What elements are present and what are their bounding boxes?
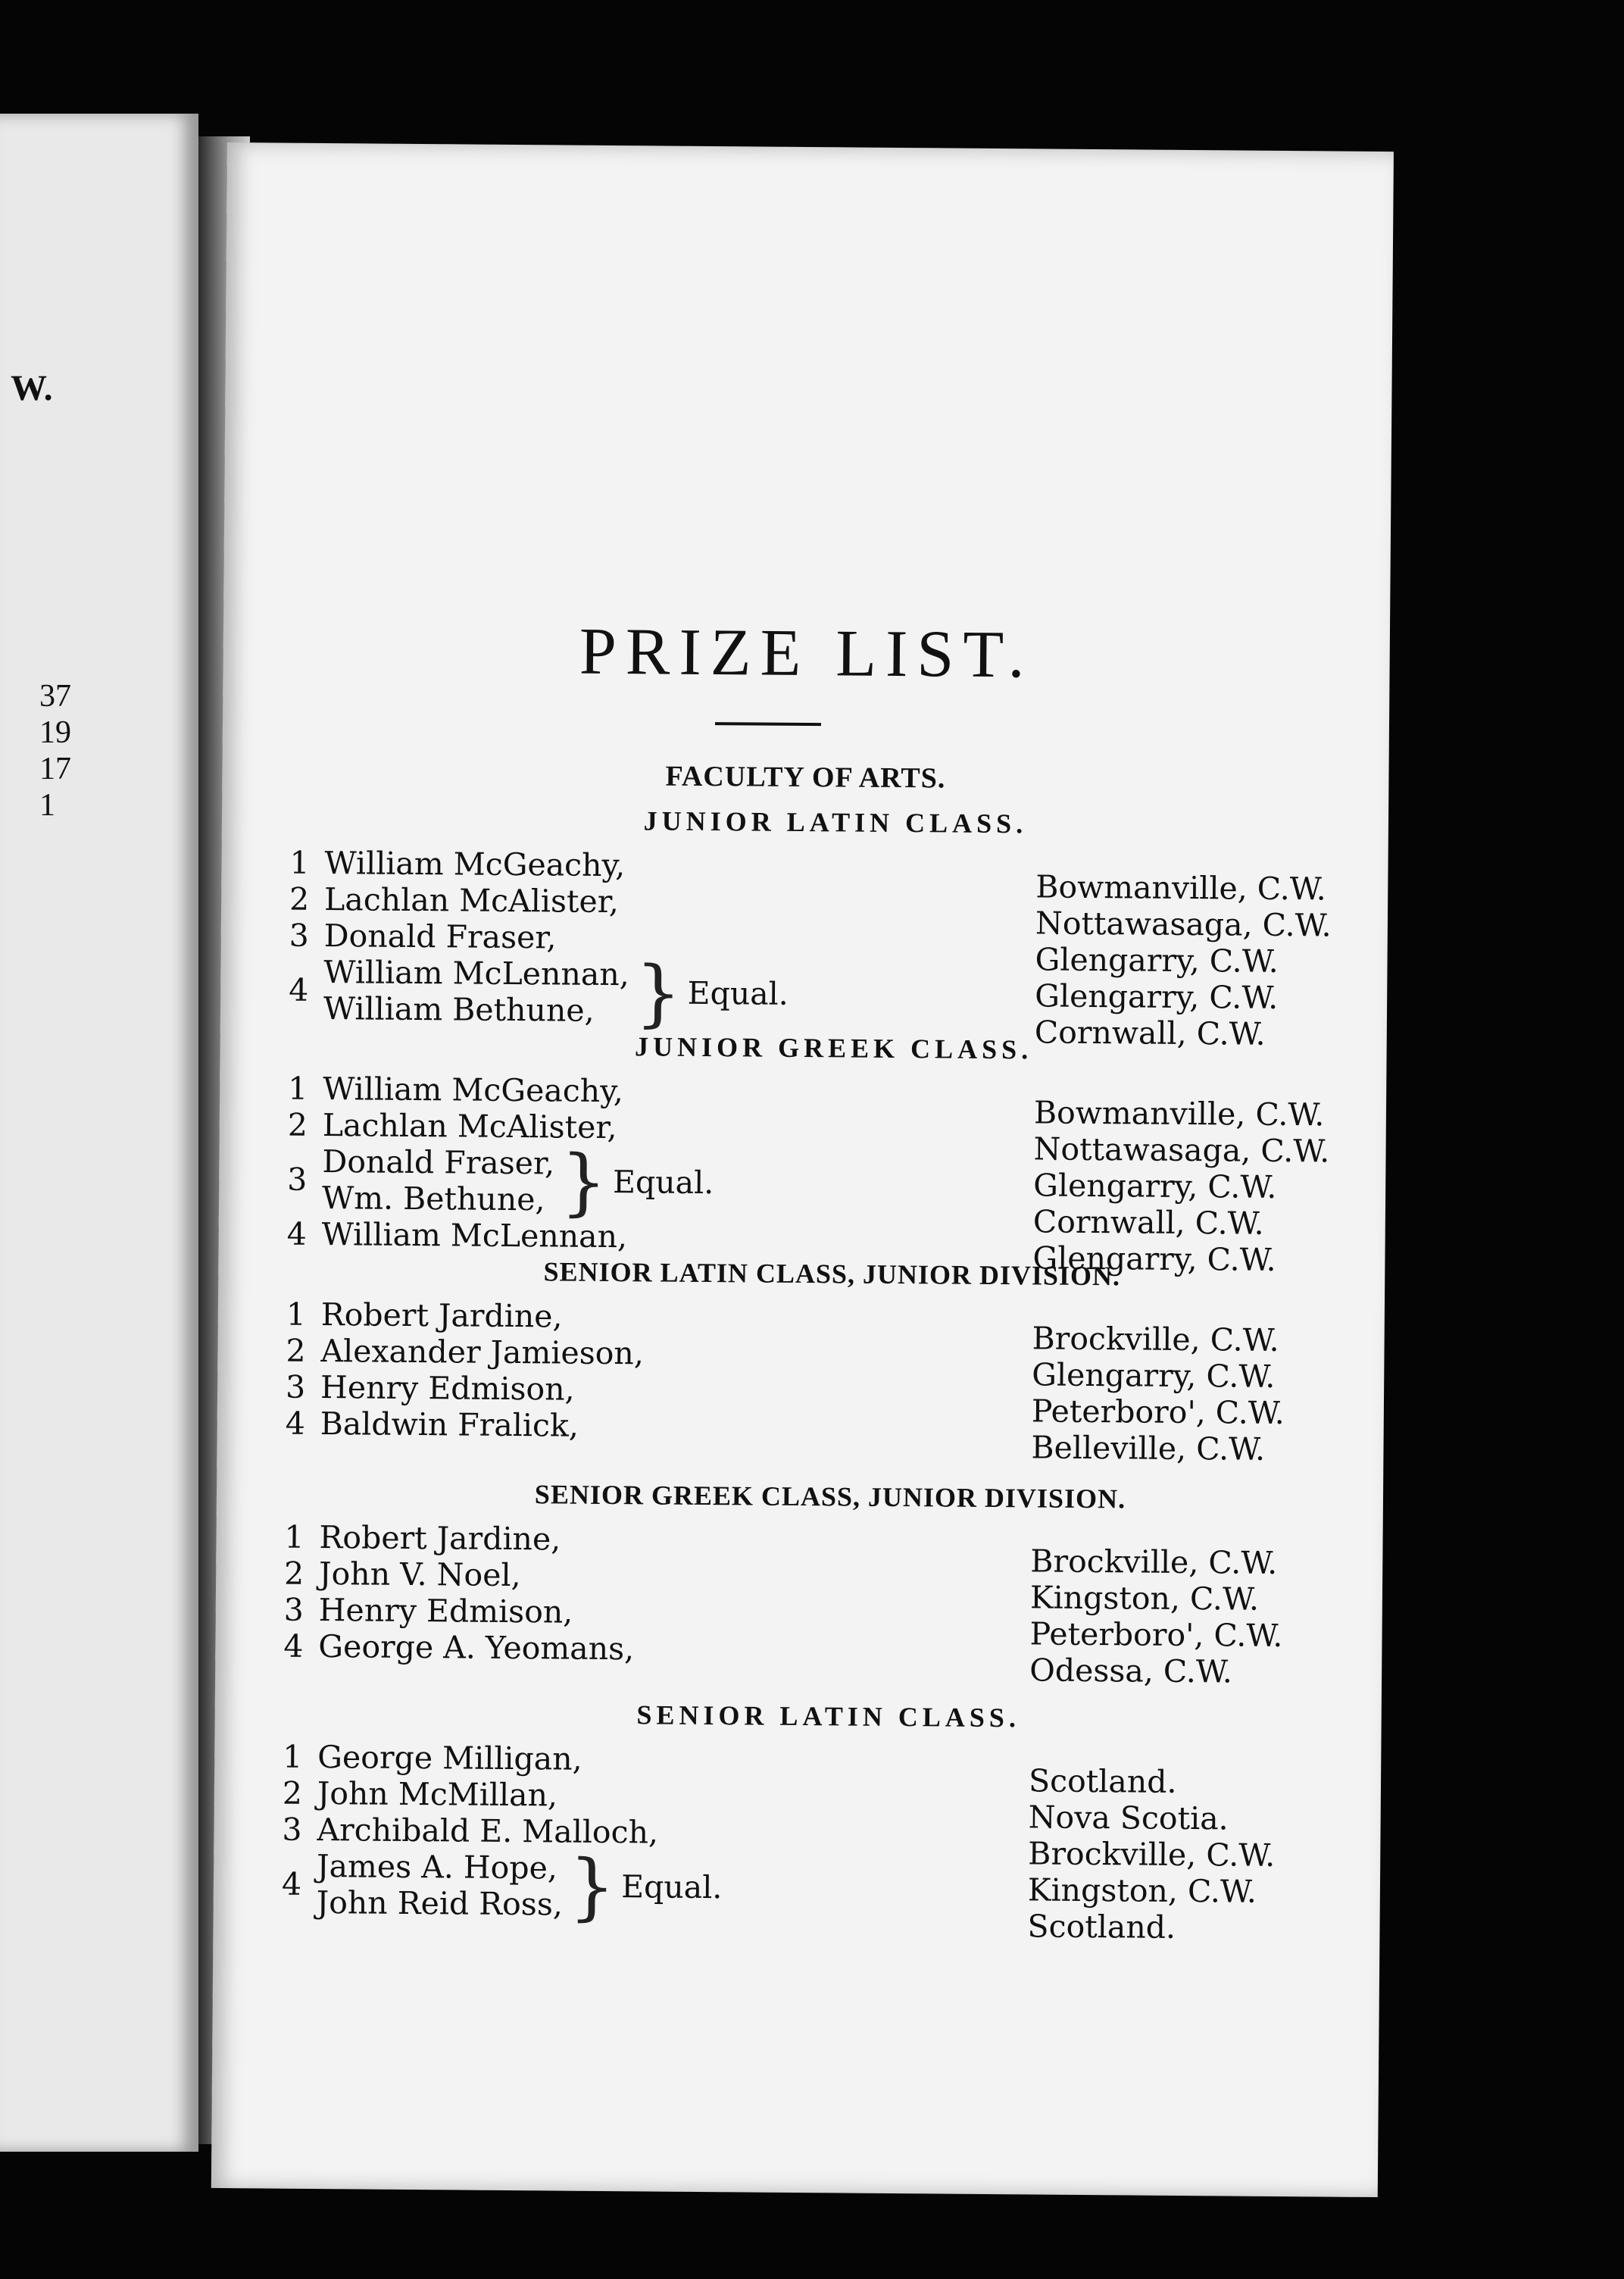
- prize-place: Nottawasaga, C.W.: [1035, 905, 1332, 944]
- prize-place: Glengarry, C.W.: [1032, 1240, 1276, 1278]
- section-senior-latin-junior-division: [285, 1254, 1377, 1494]
- prize-rank: 1: [284, 1518, 304, 1555]
- prize-rank: 2: [283, 1555, 304, 1592]
- prize-rank: 3: [283, 1591, 304, 1628]
- prize-row: [284, 1555, 635, 1595]
- prize-place: Belleville, C.W.: [1031, 1429, 1266, 1468]
- prize-rank: 1: [283, 1738, 303, 1775]
- facing-page-number: 19: [39, 715, 71, 750]
- prize-place: Brockville, C.W.: [1032, 1320, 1279, 1358]
- prize-place: Scotland.: [1028, 1762, 1177, 1800]
- prize-row: [289, 950, 789, 1036]
- section-senior-greek-junior-division: [283, 1477, 1376, 1717]
- prize-rank: 1: [289, 844, 310, 881]
- prize-rows: [283, 1519, 1376, 1717]
- prize-row: [287, 1139, 714, 1224]
- faculty-heading: FACULTY OF ARTS.: [665, 760, 946, 795]
- prize-row: [284, 1519, 635, 1558]
- prize-winner-name: Archibald E. Malloch,: [317, 1812, 659, 1851]
- prize-rank: 4: [286, 1215, 307, 1252]
- prize-winner-name: Robert Jardine,: [320, 1296, 563, 1335]
- prize-winner-name: Wm. Bethune,: [321, 1180, 545, 1218]
- prize-rank: 2: [282, 1774, 303, 1812]
- prize-row: [286, 1216, 713, 1255]
- class-heading: JUNIOR LATIN CLASS.: [643, 805, 1028, 839]
- brace-icon: }: [635, 950, 682, 1036]
- equal-names: [317, 1848, 564, 1923]
- prize-place: Odessa, C.W.: [1029, 1652, 1233, 1690]
- prize-rank: 4: [281, 1865, 302, 1902]
- prize-rows: [285, 1296, 1377, 1494]
- prize-winner-name: William Bethune,: [323, 990, 595, 1029]
- page: [211, 142, 1394, 2197]
- prize-winner-name: Donald Fraser,: [323, 918, 557, 956]
- prize-place: Peterboro', C.W.: [1031, 1393, 1285, 1432]
- prize-winner-name: Henry Edmison,: [318, 1592, 573, 1630]
- prize-names-list: [289, 844, 789, 1036]
- prize-names-list: [281, 1738, 723, 1930]
- prize-row: [289, 845, 789, 885]
- prize-winner-name: Robert Jardine,: [319, 1519, 561, 1558]
- prize-rank: 3: [285, 1368, 306, 1405]
- prize-rank: 3: [289, 917, 310, 954]
- equal-names: [322, 1143, 554, 1218]
- prize-place: Peterboro', C.W.: [1029, 1615, 1283, 1655]
- prize-place: Cornwall, C.W.: [1034, 1014, 1266, 1052]
- title-rule: [715, 722, 821, 726]
- prize-places-list: [1031, 1320, 1285, 1468]
- prize-place: Nova Scotia.: [1028, 1799, 1229, 1837]
- prize-row: [288, 1071, 714, 1110]
- prize-place: Scotland.: [1027, 1908, 1176, 1946]
- prize-row: [286, 1333, 644, 1372]
- prize-row: [281, 1843, 723, 1930]
- prize-names-list: [283, 1519, 635, 1668]
- section-senior-latin: [281, 1696, 1373, 1946]
- prize-places-list: [1027, 1762, 1276, 1946]
- prize-names-list: [286, 1296, 645, 1445]
- facing-page-number: 1: [39, 788, 55, 823]
- prize-winner-name: Baldwin Fralick,: [320, 1405, 579, 1444]
- prize-rank: 1: [288, 1070, 308, 1107]
- prize-rank: 4: [283, 1627, 304, 1665]
- prize-row: [286, 1405, 644, 1445]
- prize-rank: 2: [289, 880, 310, 918]
- prize-rank: 3: [287, 1161, 308, 1198]
- brace-icon: }: [560, 1139, 607, 1224]
- prize-row: [283, 1775, 723, 1815]
- equal-label: Equal.: [687, 974, 789, 1012]
- prize-place: Glengarry, C.W.: [1032, 1356, 1276, 1395]
- equal-label: Equal.: [620, 1868, 723, 1906]
- class-heading: SENIOR LATIN CLASS.: [636, 1699, 1021, 1733]
- prize-places-list: [1035, 868, 1332, 1052]
- prize-winner-name: John Reid Ross,: [316, 1884, 564, 1923]
- class-heading: SENIOR LATIN CLASS, JUNIOR DIVISION.: [543, 1256, 1121, 1292]
- prize-row: [286, 1296, 645, 1336]
- prize-rank: 2: [287, 1106, 308, 1143]
- prize-row: [288, 1107, 714, 1146]
- facing-page-number: 17: [39, 752, 71, 786]
- prize-place: Bowmanville, C.W.: [1033, 1094, 1325, 1133]
- prize-winner-name: John McMillan,: [317, 1775, 558, 1814]
- prize-winner-name: Lachlan McAlister,: [323, 881, 620, 921]
- prize-rank: 2: [286, 1332, 306, 1369]
- prize-place: Bowmanville, C.W.: [1035, 868, 1326, 908]
- prize-winner-name: William McLennan,: [323, 954, 629, 993]
- facing-page-number: 37: [39, 679, 71, 714]
- facing-page-edge-text: W.: [11, 368, 53, 408]
- brace-icon: }: [568, 1843, 616, 1930]
- prize-place: Glengarry, C.W.: [1035, 941, 1279, 980]
- prize-winner-name: George A. Yeomans,: [318, 1628, 635, 1668]
- page-title: PRIZE LIST.: [579, 614, 1034, 692]
- prize-row: [283, 1739, 723, 1779]
- prize-row: [283, 1628, 634, 1668]
- prize-winner-name: William McGeachy,: [324, 845, 626, 884]
- prize-rank: 1: [286, 1296, 307, 1333]
- prize-rows: [281, 1738, 1373, 1946]
- facing-page-left: [0, 114, 198, 2152]
- prize-winner-name: John V. Noel,: [318, 1555, 521, 1594]
- equal-label: Equal.: [612, 1164, 714, 1202]
- prize-rank: 4: [289, 971, 309, 1008]
- prize-place: Nottawasaga, C.W.: [1033, 1130, 1330, 1170]
- prize-names-list: [286, 1071, 714, 1255]
- prize-winner-name: Henry Edmison,: [320, 1369, 575, 1408]
- class-heading: JUNIOR GREEK CLASS.: [634, 1031, 1033, 1065]
- prize-place: Kingston, C.W.: [1027, 1871, 1257, 1910]
- prize-place: Glengarry, C.W.: [1034, 977, 1279, 1016]
- class-heading: SENIOR GREEK CLASS, JUNIOR DIVISION.: [534, 1479, 1126, 1515]
- prize-row: [289, 918, 789, 958]
- prize-winner-name: William McGeachy,: [323, 1071, 624, 1110]
- equal-names: [323, 954, 629, 1029]
- facing-page-numbers: [39, 678, 71, 824]
- prize-winner-name: James A. Hope,: [316, 1847, 558, 1887]
- prize-row: [282, 1812, 723, 1852]
- prize-winner-name: George Milligan,: [317, 1739, 582, 1777]
- prize-winner-name: Donald Fraser,: [322, 1143, 555, 1182]
- prize-place: Glengarry, C.W.: [1033, 1167, 1277, 1205]
- prize-places-list: [1032, 1094, 1330, 1278]
- prize-rank: 3: [282, 1811, 302, 1848]
- prize-place: Brockville, C.W.: [1028, 1835, 1276, 1874]
- prize-place: Kingston, C.W.: [1029, 1579, 1260, 1618]
- prize-places-list: [1029, 1543, 1283, 1690]
- prize-place: Cornwall, C.W.: [1032, 1203, 1264, 1242]
- prize-winner-name: Lachlan McAlister,: [322, 1107, 617, 1146]
- prize-winner-name: William McLennan,: [321, 1216, 628, 1255]
- prize-row: [286, 1369, 644, 1408]
- prize-row: [289, 881, 789, 921]
- prize-winner-name: Alexander Jamieson,: [320, 1333, 645, 1372]
- prize-rank: 4: [285, 1405, 306, 1442]
- prize-row: [284, 1592, 635, 1631]
- prize-place: Brockville, C.W.: [1030, 1543, 1278, 1581]
